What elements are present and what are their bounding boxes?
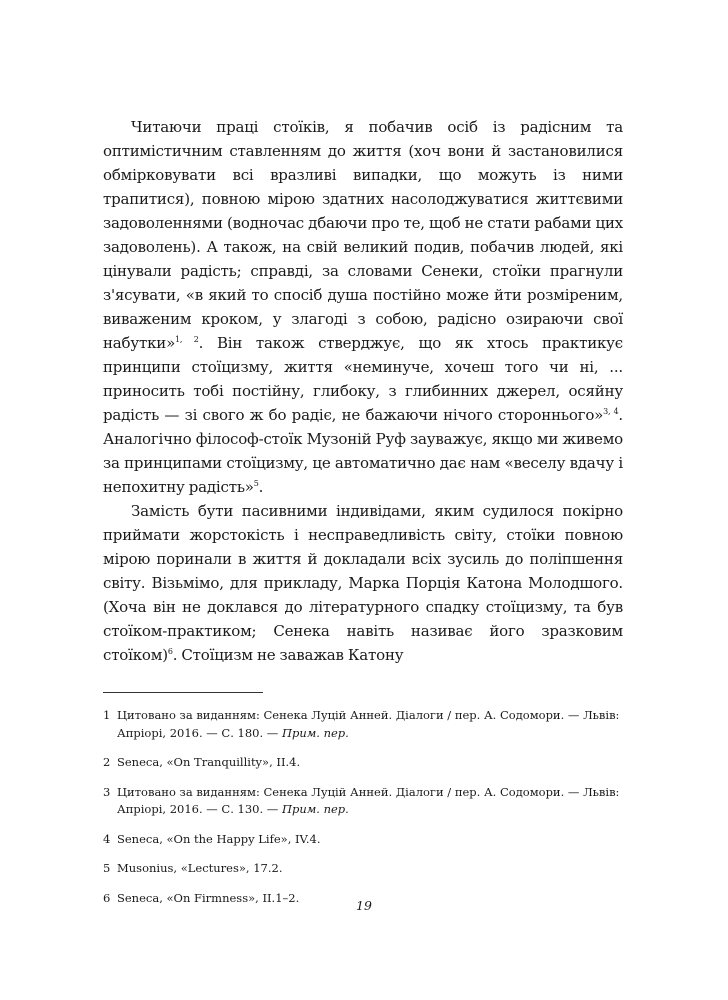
- footnote-text: Musonius, «Lectures», 17.2.: [117, 861, 283, 875]
- paragraph-2: [103, 499, 623, 667]
- footnote-ref-3-4[interactable]: 3, 4: [603, 407, 619, 416]
- footnote-number: 1: [103, 708, 111, 722]
- paragraph-2-text-b: . Стоїцизм не заважав Катону: [172, 646, 404, 664]
- page-content: [103, 115, 623, 919]
- footnote-item: [103, 707, 623, 742]
- footnote-number: 6: [103, 890, 111, 905]
- footnotes: [103, 707, 623, 907]
- body-text: [103, 115, 623, 667]
- footnote-item: [103, 784, 623, 819]
- footnote-item: [103, 860, 623, 878]
- footnote-ref-1-2[interactable]: 1, 2: [175, 335, 199, 344]
- footnote-translator-note: Прим. пер.: [281, 725, 349, 740]
- footnote-text: [117, 707, 623, 742]
- paragraph-1-text-b: . Він також стверджує, що як хтось практикує принципи стоїцизму, життя «неминуче, хочеш того чи ні, ... приносить тобі постійну, глибоку, з глибинних джерел, осяйну радість — зі свого ж бо радіє, не бажаючи нічого стороннього»: [103, 334, 623, 424]
- paragraph-1-text-a: Читаючи праці стоїків, я побачив осіб із радісним та оптимістичним ставленням до життя (хоч вони й застановилися обмірковувати всі вразливі випадки, що можуть із ними трапитися), повною мірою здатних насолоджуватися життєвими задоволеннями (водночас дбаючи про те, щоб не стати рабами цих задоволень). А також, на свій великий подив, побачив людей, які цінували радість; справді, за словами Сенеки, стоїки прагнули з'ясувати, «в який то спосіб душа постійно може йти розміреним, виваженим кроком, у злагоді з собою, радісно озираючи свої набутки»: [103, 118, 623, 352]
- footnote-number: 3: [103, 784, 111, 799]
- footnote-number: 5: [103, 861, 111, 875]
- paragraph-1: [103, 115, 623, 499]
- footnote-text: Seneca, «On Tranquillity», II.4.: [117, 755, 301, 769]
- footnote-ref-5[interactable]: 5: [253, 479, 259, 488]
- footnote-text: Seneca, «On the Happy Life», IV.4.: [117, 831, 321, 846]
- paragraph-2-text-a: Замість бути пасивними індивідами, яким судилося покірно приймати жорстокість і несправедливість світу, стоїки повною мірою поринали в життя й докладали всіх зусиль до поліпшення світу. Візьмімо, для прикладу, Марка Порція Катона Молодшого. (Хоча він не доклався до літературного спадку стоїцизму, та був стоїком-практиком; Сенека навіть називає його зразковим стоїком): [103, 502, 623, 664]
- footnote-citation: Цитовано за виданням: Сенека Луцій Анней. Діалоги / пер. А. Содомори. — Львів: Апріорі, 2016. — С. 180. —: [117, 708, 620, 740]
- footnote-citation: Цитовано за виданням: Сенека Луцій Анней. Діалоги / пер. А. Содомори. — Львів: Апріорі, 2016. — С. 130. —: [117, 784, 620, 816]
- footnote-item: [103, 831, 623, 849]
- page-number: 19: [356, 898, 372, 913]
- footnote-text: Seneca, «On Firmness», II.1–2.: [117, 890, 300, 905]
- footnote-ref-6[interactable]: 6: [167, 647, 173, 656]
- footnote-number: 4: [103, 831, 111, 846]
- footnote-number: 2: [103, 755, 111, 769]
- footnote-text: [117, 784, 623, 819]
- footnote-item: [103, 754, 623, 772]
- paragraph-1-text-c: . Аналогічно філософ-стоїк Музоній Руф зауважує, якщо ми живемо за принципами стоїцизму, це автоматично дає нам «веселу вдачу і непохитну радість»: [103, 406, 623, 496]
- footnote-divider: [103, 692, 263, 693]
- paragraph-1-text-d: .: [258, 478, 264, 496]
- footnote-translator-note: Прим. пер.: [281, 802, 349, 816]
